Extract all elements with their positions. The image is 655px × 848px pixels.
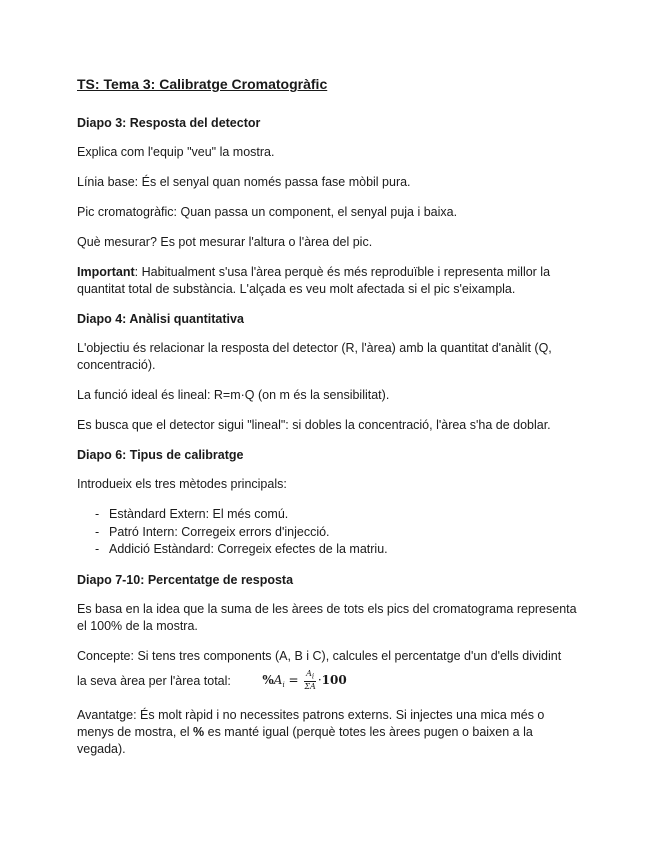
paragraph: Pic cromatogràfic: Quan passa un component, el senyal puja i baixa. (77, 205, 458, 219)
list-item: - Patró Intern: Corregeix errors d'injecció. (77, 524, 577, 542)
paragraph-advantage: Avantatge: És molt ràpid i no necessites patrons externs. Si injectes una mica més o menys de mostra, el % es manté igual (perquè totes les àrees pugen o baixen a la vegada). (77, 707, 545, 756)
section-heading-diapo-4: Diapo 4: Anàlisi quantitativa (77, 312, 244, 326)
list-item: - Addició Estàndard: Corregeix efectes de la matriu. (77, 541, 577, 559)
document-page (77, 74, 577, 771)
bullet-dash: - (95, 542, 100, 556)
section-heading-diapo-7-10: Diapo 7-10: Percentatge de resposta (77, 572, 294, 587)
document-title: TS: Tema 3: Calibratge Cromatogràfic (77, 76, 328, 92)
list-item: - Estàndard Extern: El més comú. (77, 506, 577, 524)
paragraph: L'objectiu és relacionar la resposta del detector (R, l'àrea) amb la quantitat d'anàlit (Q, concentració). (77, 341, 552, 372)
paragraph: Es basa en la idea que la suma de les àrees de tots els pics del cromatograma representa el 100% de la mostra. (77, 601, 577, 633)
methods-list (77, 506, 577, 559)
important-label: Important (77, 265, 135, 279)
paragraph: Línia base: És el senyal quan només passa fase mòbil pura. (77, 175, 411, 189)
bullet-dash: - (95, 524, 100, 539)
paragraph-important (77, 264, 577, 298)
percent-area-formula: $\%A_i$ = $\frac{A_i}{\Sigma A}$ ·100 (262, 668, 347, 692)
bullet-dash: - (95, 507, 100, 521)
paragraph: Introdueix els tres mètodes principals: (77, 477, 287, 491)
important-text: : Habitualment s'usa l'àrea perquè és més reproduïble i representa millor la quantitat total de substància. L'alçada es veu molt afectada si el pic s'eixampla. (77, 265, 551, 296)
paragraph: La funció ideal és lineal: R=m·Q (on m és la sensibilitat). (77, 388, 390, 402)
paragraph: Explica com l'equip "veu" la mostra. (77, 145, 275, 159)
section-heading-diapo-3: Diapo 3: Resposta del detector (77, 116, 261, 130)
paragraph-concept: Concepte: Si tens tres components (A, B i C), calcules el percentatge d'un d'ells dividint la seva àrea per l'àrea total: $\%A_i$ = $\frac{A_i}{\Sigma A}$ ·100 (77, 648, 577, 694)
paragraph: Es busca que el detector sigui "lineal": si dobles la concentració, l'àrea s'ha de doblar. (77, 418, 551, 432)
paragraph: Què mesurar? Es pot mesurar l'altura o l'àrea del pic. (77, 235, 373, 249)
section-heading-diapo-6: Diapo 6: Tipus de calibratge (77, 448, 244, 462)
formula-fraction: $\frac{A_i}{\Sigma A}$ (304, 668, 316, 692)
